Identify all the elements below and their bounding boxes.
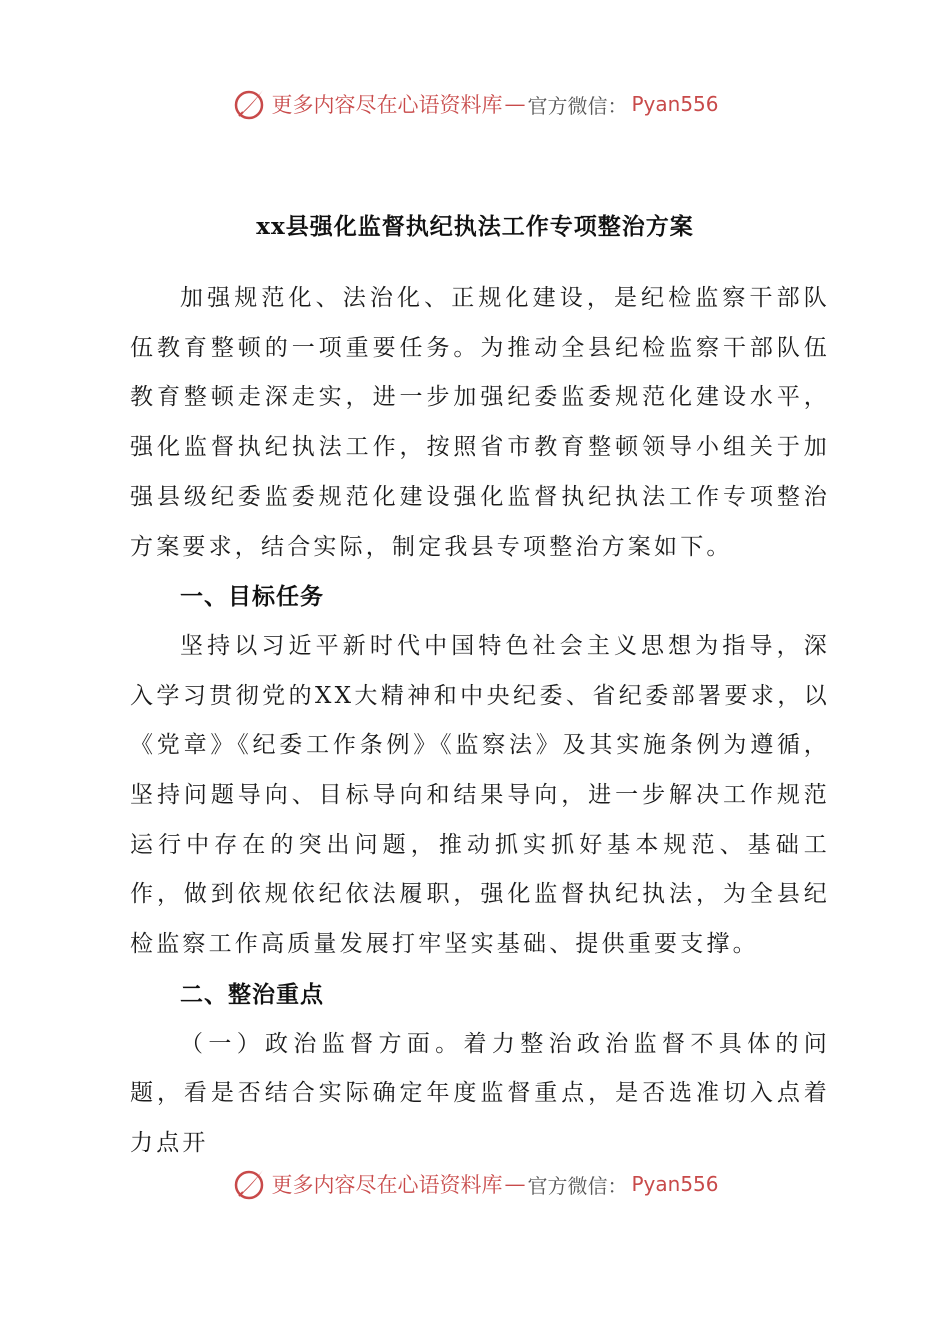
feather-pen-logo-icon [231, 1166, 267, 1202]
watermark-text: 更多内容尽在心语资料库 [271, 1173, 503, 1197]
document-title: xx县强化监督执纪执法工作专项整治方案 [256, 213, 694, 240]
watermark-footer [0, 1162, 950, 1206]
watermark-wechat-id: Pyan556 [631, 1172, 719, 1196]
watermark-label: 官方微信： [527, 93, 628, 118]
goals-paragraph: 坚持以习近平新时代中国特色社会主义思想为指导，深入学习贯彻党的XX大精神和中央纪委、省纪委部署要求，以《党章》《纪委工作条例》《监察法》及其实施条例为遵循，坚持问题导向、目标导向和结果导向，进一步解决工作规范运行中存在的突出问题，推动抓实抓好基本规范、基础工作，做到依规依纪依法履职，强化监督执纪执法，为全县纪检监察工作高质量发展打牢坚实基础、提供重要支撑。 [130, 632, 830, 958]
watermark-text: 更多内容尽在心语资料库 [271, 93, 503, 117]
watermark-header [0, 82, 950, 126]
document-body [130, 274, 830, 1169]
watermark-dash: — [504, 1172, 526, 1196]
watermark-dash: — [504, 92, 526, 116]
section-heading-goals: 一、目标任务 [180, 583, 324, 611]
section-heading-focus: 二、整治重点 [180, 980, 324, 1008]
intro-paragraph: 加强规范化、法治化、正规化建设，是纪检监察干部队伍教育整顿的一项重要任务。为推动全县纪检监察干部队伍教育整顿走深走实，进一步加强纪委监委规范化建设水平，强化监督执纪执法工作，按照省市教育整顿领导小组关于加强县级纪委监委规范化建设强化监督执纪执法工作专项整治方案要求，结合实际，制定我县专项整治方案如下。 [130, 285, 830, 560]
watermark-wechat-id: Pyan556 [631, 92, 719, 116]
focus-item-political-supervision: （一）政治监督方面。着力整治政治监督不具体的问题，看是否结合实际确定年度监督重点，是否选准切入点着力点开 [130, 1030, 830, 1156]
watermark-label: 官方微信： [527, 1173, 628, 1198]
feather-pen-logo-icon [231, 86, 267, 122]
